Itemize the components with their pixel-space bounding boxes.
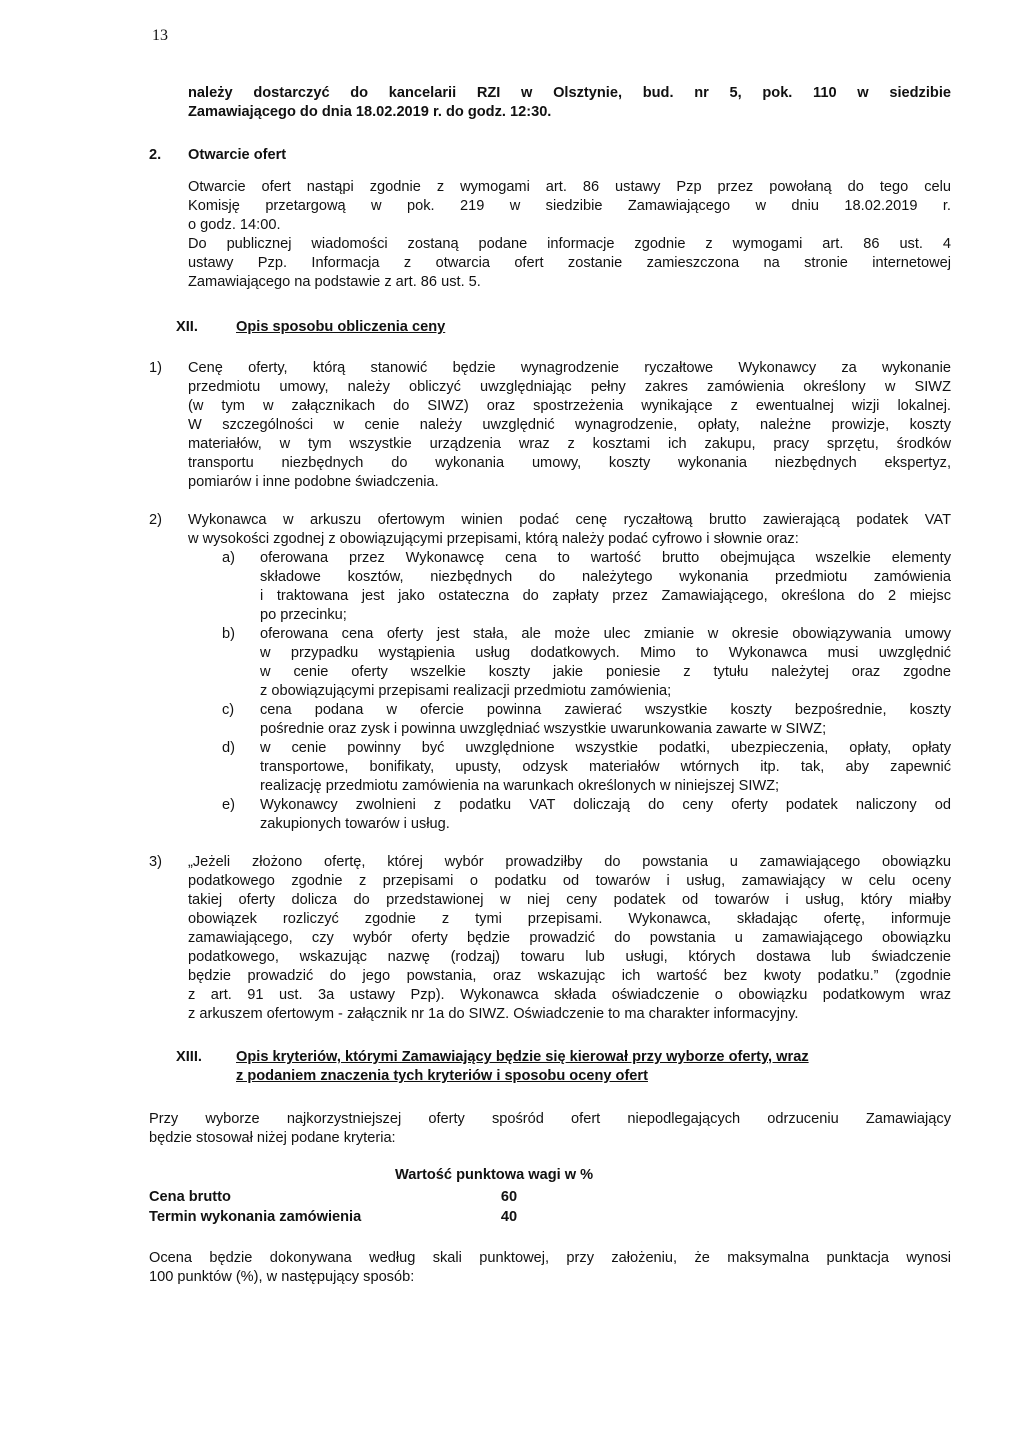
text-line: o godz. 14:00.	[188, 217, 281, 233]
text-line: 100 punktów (%), w następujący sposób:	[149, 1269, 415, 1285]
text-line: takiej oferty dolicza do przedstawionej w niej ceny podatek od towarów i usług, który miałby	[188, 892, 951, 908]
page-number: 13	[152, 27, 168, 44]
text-line: pośrednie oraz zysk i powinna uwzględniać wszystkie uwarunkowania zawarte w SIWZ;	[260, 721, 827, 737]
criterion-name: Termin wykonania zamówienia	[149, 1209, 362, 1225]
section-number: XIII.	[176, 1049, 202, 1065]
criterion-value: 60	[500, 1189, 518, 1205]
criterion-value: 40	[500, 1209, 518, 1225]
text-line: zamawiającego, czy wybór oferty będzie prowadzić do powstania u zamawiającego obowiązku	[188, 930, 951, 946]
text-line: należy dostarczyć do kancelarii RZI w Olsztynie, bud. nr 5, pok. 110 w siedzibie	[188, 85, 951, 101]
text-line: będzie stosował niżej podane kryteria:	[149, 1130, 396, 1146]
subitem-c	[260, 701, 951, 739]
criterion-name: Cena brutto	[149, 1189, 231, 1205]
text-line: Wykonawcy zwolnieni z podatku VAT doliczają do ceny oferty podatek naliczony od	[260, 797, 951, 813]
section-number: 2.	[149, 147, 162, 163]
item-2-body	[188, 511, 951, 549]
item-3-body	[188, 853, 951, 1024]
text-line: Cenę oferty, którą stanowić będzie wynagrodzenie ryczałtowe Wykonawcy za wykonanie	[188, 360, 951, 376]
text-line: W szczególności w cenie należy uwzględnić wynagrodzenie, opłaty, należne prowizje, koszty	[188, 417, 951, 433]
text-line: Otwarcie ofert nastąpi zgodnie z wymogami art. 86 ustawy Pzp przez powołaną do tego celu	[188, 179, 951, 195]
table-row	[149, 1188, 709, 1208]
text-line: oferowana przez Wykonawcę cena to wartość brutto obejmująca wszelkie elementy	[260, 550, 951, 566]
text-line: Przy wyborze najkorzystniejszej oferty spośród ofert niepodlegających odrzuceniu Zamawiający	[149, 1111, 951, 1127]
subitem-b	[260, 625, 951, 701]
subitem-label: b)	[222, 626, 235, 642]
section-2-body	[188, 178, 951, 292]
text-line: w cenie oferty wszelkie koszty jakie poniesie z tytułu należytej oraz zgodne	[260, 664, 951, 680]
subitem-label: d)	[222, 740, 235, 756]
subitem-d	[260, 739, 951, 796]
text-line: transportu niezbędnych do wykonania umowy, koszty wykonania niezbędnych ekspertyz,	[188, 455, 951, 471]
subitem-label: c)	[222, 702, 235, 718]
text-line: podatkowego, wskazując nazwę (rodzaj) towaru lub usługi, których dostawa lub świadczenie	[188, 949, 951, 965]
section-title: Opis sposobu obliczenia ceny	[236, 319, 446, 335]
text-line: podatkowego zgodnie z przepisami o podatku od towarów i usług, zamawiający w celu oceny	[188, 873, 951, 889]
subitem-label: e)	[222, 797, 235, 813]
text-line: pomiarów i inne podobne świadczenia.	[188, 474, 439, 490]
text-line: w cenie powinny być uwzględnione wszystkie podatki, ubezpieczenia, opłaty, opłaty	[260, 740, 951, 756]
section-number: XII.	[176, 319, 198, 335]
text-line: Komisję przetargową w pok. 219 w siedzibie Zamawiającego w dniu 18.02.2019 r.	[188, 198, 951, 214]
text-line: Do publicznej wiadomości zostaną podane informacje zgodnie z wymogami art. 86 ust. 4	[188, 236, 951, 252]
text-line: Zamawiającego na podstawie z art. 86 ust. 5.	[188, 274, 481, 290]
text-line: po przecinku;	[260, 607, 347, 623]
text-line: Ocena będzie dokonywana według skali punktowej, przy założeniu, że maksymalna punktacja wynosi	[149, 1250, 951, 1266]
text-line: będzie prowadzić do jego powstania, oraz wskazując ich wartość bez kwoty podatku.” (zgodnie	[188, 968, 951, 984]
text-line: ustawy Pzp. Informacja z otwarcia ofert zostanie zamieszczona na stronie internetowej	[188, 255, 951, 271]
text-line: materiałów, w tym wszystkie urządzenia wraz z kosztami ich zakupu, pracy sprzętu, środków	[188, 436, 951, 452]
text-line: w wysokości zgodnej z obowiązującymi przepisami, którą należy podać cyfrowo i słownie oraz:	[188, 531, 799, 547]
text-line: Zamawiającego do dnia 18.02.2019 r. do godz. 12:30.	[188, 104, 552, 120]
text-line: Wykonawca w arkuszu ofertowym winien podać cenę ryczałtową brutto zawierającą podatek VAT	[188, 512, 951, 528]
text-line: obowiązek rozliczyć zgodnie z tymi przepisami. Wykonawca, składając ofertę, informuje	[188, 911, 951, 927]
text-line: z art. 91 ust. 3a ustawy Pzp). Wykonawca składa oświadczenie o obowiązku podatkowym wraz	[188, 987, 951, 1003]
subitem-a	[260, 549, 951, 625]
criteria-intro	[149, 1110, 951, 1148]
section-title: Otwarcie ofert	[188, 147, 287, 163]
intro-paragraph	[188, 84, 951, 122]
text-line: cena podana w ofercie powinna zawierać wszystkie koszty bezpośrednie, koszty	[260, 702, 951, 718]
text-line: (w tym w załącznikach do SIWZ) oraz spostrzeżenia wynikające z ewentualnej wizji lokalnej.	[188, 398, 951, 414]
item-number: 3)	[149, 854, 162, 870]
text-line: Opis kryteriów, którymi Zamawiający będzie się kierował przy wyborze oferty, wraz	[236, 1049, 809, 1065]
text-line: i traktowana jest jako ostateczna do zapłaty przez Zamawiającego, określona do 2 miejsc	[260, 588, 951, 604]
criteria-table	[149, 1188, 709, 1228]
text-line: z podaniem znaczenia tych kryteriów i sposobu oceny ofert	[236, 1068, 648, 1084]
text-line: składowe kosztów, niezbędnych do należytego wykonania przedmiotu zamówienia	[260, 569, 951, 585]
subitem-label: a)	[222, 550, 235, 566]
item-1-body	[188, 359, 951, 492]
text-line: transportowe, bonifikaty, upusty, odzysk materiałów wtórnych itp. tak, aby zapewnić	[260, 759, 951, 775]
table-row	[149, 1208, 709, 1228]
item-number: 1)	[149, 360, 162, 376]
text-line: zakupionych towarów i usług.	[260, 816, 450, 832]
text-line: przedmiotu umowy, należy obliczyć uwzględniając pełny zakres zamówienia określony w SIWZ	[188, 379, 951, 395]
text-line: z obowiązującymi przepisami realizacji przedmiotu zamówienia;	[260, 683, 672, 699]
text-line: oferowana cena oferty jest stała, ale może ulec zmianie w okresie obowiązywania umowy	[260, 626, 951, 642]
text-line: z arkuszem ofertowym - załącznik nr 1a do SIWZ. Oświadczenie to ma charakter informacyjny.	[188, 1006, 799, 1022]
closing-paragraph	[149, 1249, 951, 1287]
subitem-e	[260, 796, 951, 834]
item-number: 2)	[149, 512, 162, 528]
text-line: „Jeżeli złożono ofertę, której wybór prowadziłby do powstania u zamawiającego obowiązku	[188, 854, 951, 870]
text-line: w przypadku wystąpienia usług dodatkowych. Mimo to Wykonawca musi uwzględnić	[260, 645, 951, 661]
text-line: realizację przedmiotu zamówienia na warunkach określonych w niniejszej SIWZ;	[260, 778, 780, 794]
table-header: Wartość punktowa wagi w %	[395, 1167, 594, 1183]
section-title	[236, 1048, 951, 1086]
